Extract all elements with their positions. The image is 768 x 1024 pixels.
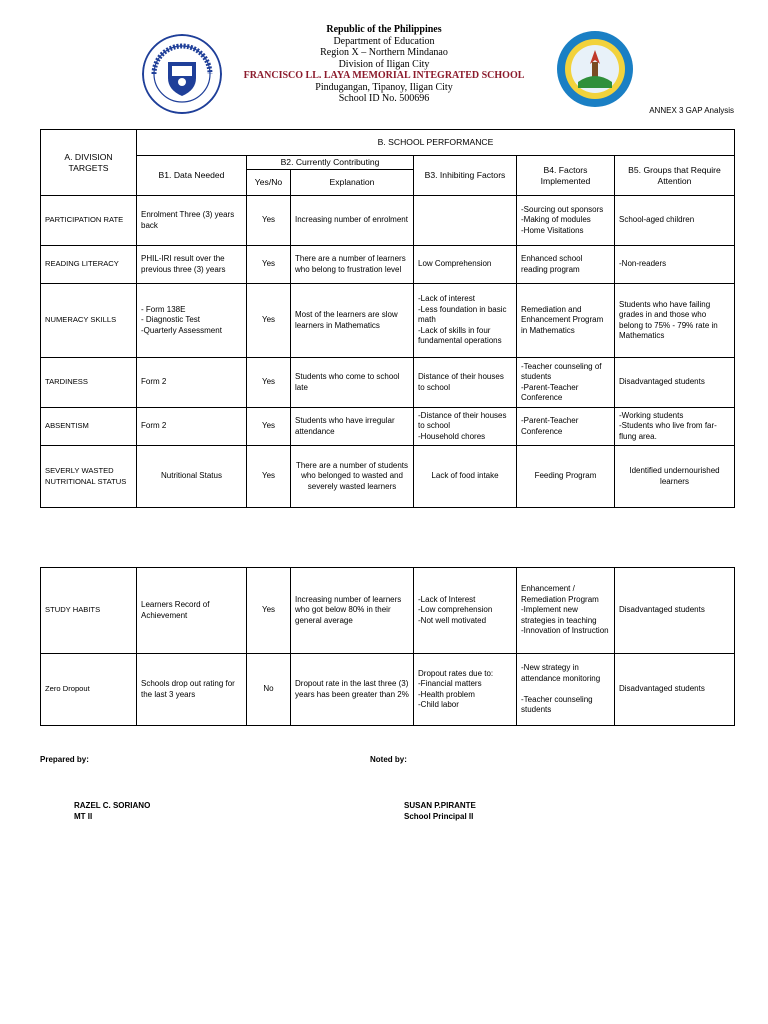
factors-implemented-cell: Remediation and Enhancement Program in Mathematics [517,284,615,358]
header-school-performance: B. SCHOOL PERFORMANCE [137,130,735,156]
explanation-cell: There are a number of students who belonged to wasted and severely wasted learners [291,446,414,508]
header-region: Region X – Northern Mindanao [320,47,448,58]
factors-implemented-cell: -Parent-Teacher Conference [517,408,615,446]
header-b2: B2. Currently Contributing [247,156,414,170]
inhibiting-factors-cell: Distance of their houses to school [414,358,517,408]
target-cell: SEVERLY WASTED NUTRITIONAL STATUS [41,446,137,508]
header-school-id: School ID No. 500696 [338,93,430,104]
data-needed-cell: Form 2 [137,358,247,408]
letterhead [180,24,588,105]
preparer-title: MT II [74,812,93,821]
header-division-targets: A. DIVISION TARGETS [41,130,137,196]
header-b1: B1. Data Needed [137,156,247,196]
noter-name: SUSAN P.PIRANTE [404,801,476,810]
header-yesno: Yes/No [247,170,291,196]
target-cell: NUMERACY SKILLS [41,284,137,358]
preparer-block [74,800,150,822]
explanation-cell: Students who have irregular attendance [291,408,414,446]
inhibiting-factors-cell: Low Comprehension [414,246,517,284]
data-needed-cell: Schools drop out rating for the last 3 years [137,654,247,726]
groups-attention-cell: Identified undernourished learners [615,446,735,508]
header-division: Division of Iligan City [338,58,430,70]
inhibiting-factors-cell [414,196,517,246]
groups-attention-cell: Disadvantaged students [615,358,735,408]
explanation-cell: Dropout rate in the last three (3) years has been greater than 2% [291,654,414,726]
groups-attention-cell: -Working students -Students who live from far-flung area. [615,408,735,446]
target-cell: PARTICIPATION RATE [41,196,137,246]
preparer-name: RAZEL C. SORIANO [74,801,151,810]
factors-implemented-cell: -Sourcing out sponsors -Making of modules -Home Visitations [517,196,615,246]
annex-label: ANNEX 3 GAP Analysis [649,106,734,115]
factors-implemented-cell: Enhanced school reading program [517,246,615,284]
table-row [41,284,735,358]
prepared-by-label: Prepared by: [40,755,89,764]
target-cell: TARDINESS [41,358,137,408]
target-cell: Zero Dropout [41,654,137,726]
header-address: Pindugangan, Tipanoy, Iligan City [315,81,453,93]
table-row [41,246,735,284]
yes-no-cell: Yes [247,446,291,508]
header-b3: B3. Inhibiting Factors [414,156,517,196]
data-needed-cell: - Form 138E - Diagnostic Test -Quarterly Assessment [137,284,247,358]
target-cell: READING LITERACY [41,246,137,284]
inhibiting-factors-cell: Lack of food intake [414,446,517,508]
yes-no-cell: No [247,654,291,726]
groups-attention-cell: Disadvantaged students [615,568,735,654]
target-cell: STUDY HABITS [41,568,137,654]
factors-implemented-cell: Enhancement / Remediation Program -Implement new strategies in teaching -Innovation of Instruction [517,568,615,654]
yes-no-cell: Yes [247,246,291,284]
groups-attention-cell: -Non-readers [615,246,735,284]
factors-implemented-cell: -New strategy in attendance monitoring -Teacher counseling students [517,654,615,726]
explanation-cell: Increasing number of enrolment [291,196,414,246]
table-row [41,446,735,508]
inhibiting-factors-cell: -Distance of their houses to school -Household chores [414,408,517,446]
gap-analysis-table-continued [40,567,735,726]
groups-attention-cell: Students who have failing grades in and those who belong to 75% - 79% rate in Mathematics [615,284,735,358]
factors-implemented-cell: -Teacher counseling of students -Parent-Teacher Conference [517,358,615,408]
noter-block [404,800,476,822]
table-row [41,568,735,654]
header-b4: B4. Factors Implemented [517,156,615,196]
groups-attention-cell: Disadvantaged students [615,654,735,726]
inhibiting-factors-cell: -Lack of interest -Less foundation in basic math -Lack of skills in four fundamental operations [414,284,517,358]
noted-by-label: Noted by: [370,755,407,764]
yes-no-cell: Yes [247,358,291,408]
gap-analysis-table [40,129,735,508]
table-row [41,654,735,726]
data-needed-cell: Enrolment Three (3) years back [137,196,247,246]
inhibiting-factors-cell: -Lack of Interest -Low comprehension -Not well motivated [414,568,517,654]
header-department: Department of Education [333,35,435,47]
noter-title: School Principal II [404,812,474,821]
table-row [41,358,735,408]
yes-no-cell: Yes [247,408,291,446]
data-needed-cell: PHIL-IRI result over the previous three (3) years [137,246,247,284]
header-school-name: FRANCISCO LL. LAYA MEMORIAL INTEGRATED SCHOOL [243,70,525,81]
target-cell: ABSENTISM [41,408,137,446]
factors-implemented-cell: Feeding Program [517,446,615,508]
groups-attention-cell: School-aged children [615,196,735,246]
table-row [41,196,735,246]
yes-no-cell: Yes [247,196,291,246]
data-needed-cell: Form 2 [137,408,247,446]
header-republic: Republic of the Philippines [326,24,442,35]
header-b5: B5. Groups that Require Attention [615,156,735,196]
explanation-cell: There are a number of learners who belong to frustration level [291,246,414,284]
table-row [41,408,735,446]
data-needed-cell: Learners Record of Achievement [137,568,247,654]
data-needed-cell: Nutritional Status [137,446,247,508]
explanation-cell: Most of the learners are slow learners in Mathematics [291,284,414,358]
yes-no-cell: Yes [247,568,291,654]
yes-no-cell: Yes [247,284,291,358]
explanation-cell: Students who come to school late [291,358,414,408]
inhibiting-factors-cell: Dropout rates due to: -Financial matters -Health problem -Child labor [414,654,517,726]
explanation-cell: Increasing number of learners who got below 80% in their general average [291,568,414,654]
header-explanation: Explanation [291,170,414,196]
